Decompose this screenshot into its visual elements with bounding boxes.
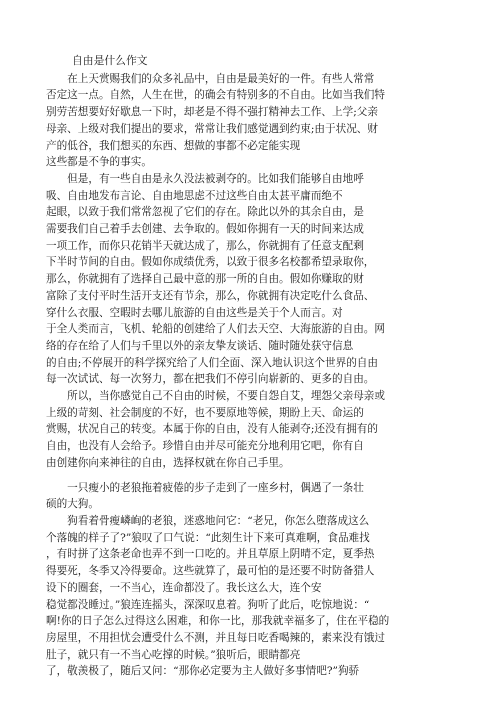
- essay-body: [46, 71, 460, 472]
- story-body: [46, 480, 460, 680]
- text-line: 吸、自由地发布言论、自由地思虑不过这些自由太甚平庸而绝不: [46, 189, 343, 202]
- text-line: 了，敬羡极了，随后又问：“那你必定要为主人做好多事情吧?”狗骄: [46, 665, 360, 678]
- text-line: 啊!你的日子怎么过得这么困难，和你一比，那我就幸福多了，住在平稳的: [46, 615, 390, 628]
- section-gap: [46, 472, 460, 480]
- text-line: ，有时拼了这条老命也弄不到一口吃的。并且草原上阴晴不定，夏季热: [46, 548, 375, 561]
- text-line: 一项工作，而你只花销半天就达成了，那么，你就拥有了任意支配剩: [46, 239, 364, 252]
- text-line: 硕的大狗。: [46, 498, 99, 511]
- text-line: 得要死，冬季又冷得要命。这些就算了，最可怕的是还要不时防备猎人: [46, 565, 375, 578]
- text-line: 上级的苛刻、社会制度的不好，也不要原地等候，期盼上天、命运的: [46, 406, 364, 419]
- text-line: 赏赐，状况自己的转变。本属于你的自由，没有人能剥夺;还没有拥有的: [46, 423, 378, 436]
- text-line: 的自由;不停展开的科学探究给了人们全面、深入地认识这个世界的自由: [46, 356, 378, 369]
- text-line: 每一次试试、每一次努力，都在把我们不停引向崭新的、更多的自由。: [46, 373, 375, 386]
- text-line: 狗看着骨瘦嶙峋的老狼，迷惑地问它：“老兄，你怎么堕落成这么: [46, 514, 370, 527]
- text-line: 这些都是不争的事实。: [46, 156, 152, 169]
- text-line: 需要我们自己着手去创建、去争取的。假如你拥有一天的时间来达成: [46, 223, 364, 236]
- essay-title: 自由是什么作文: [72, 54, 148, 67]
- text-line: 房屋里，不用担忧会遭受什么不测，并且每日吃香喝辣的，素来没有饿过: [46, 631, 385, 644]
- text-line: 起眼，以致于我们常常忽视了它们的存在。除此以外的其余自由，是: [46, 206, 364, 219]
- text-line: 下半时节间的自由。假如你成绩优秀，以致于很多名校都希望录取你，: [46, 256, 375, 269]
- text-line: 在上天赏赐我们的众多礼品中，自由是最美好的一件。有些人常常: [46, 72, 375, 85]
- text-line: 由创建你向来神往的自由，选择权就在你自己手里。: [46, 456, 290, 469]
- text-line: 于全人类而言，飞机、轮船的创建给了人们去天空、大海旅游的自由。网: [46, 323, 385, 336]
- text-line: 穿什么衣服、空暇时去哪儿旅游的自由这些是关于个人而言。对: [46, 306, 343, 319]
- text-line: 但是，有一些自由是永久没法被剥夺的。比如我们能够自由地呼: [46, 172, 364, 185]
- text-line: 别劳苦想要好好歇息一下时，却老是不得不强打精神去工作、上学;父亲: [46, 106, 378, 119]
- text-line: 一只瘦小的老狼拖着疲倦的步子走到了一座乡村，偶遇了一条壮: [46, 481, 364, 494]
- text-line: 产的低谷，我们想买的东西、想做的事都不必定能实现: [46, 139, 301, 152]
- text-line: 络的存在给了人们与千里以外的亲友挚友谈话、随时随处获守信息: [46, 339, 354, 352]
- text-line: 肚子，就只有一不当心吃撑的时候。”狼听后，眼睛都亮: [46, 648, 301, 661]
- text-line: 个落魄的样子了?”狼叹了口气说：“此刻生计下来可真难啊，食品难找: [46, 531, 370, 544]
- text-line: 稳觉都没睡过。”狼连连摇头，深深叹息着。狗听了此后，吃惊地说：“: [46, 598, 370, 611]
- text-line: 富除了支付平时生活开支还有节余，那么，你就拥有决定吃什么食品、: [46, 289, 375, 302]
- text-line: 母亲、上级对我们提出的要求，常常让我们感觉遇到约束;由于状况、财: [46, 122, 378, 135]
- text-line: 所以，当你感觉自己不自由的时候，不要自怨自艾，埋怨父亲母亲或: [46, 390, 385, 403]
- text-line: 否定这一点。自然，人生在世，的确会有特别多的不自由。比如当我们特: [46, 89, 385, 102]
- text-line: 那么，你就拥有了选择自己最中意的那一所的自由。假如你赚取的财: [46, 273, 364, 286]
- text-line: 设下的圈套，一不当心，连命都没了。我长这么大，连个安: [46, 581, 322, 594]
- text-line: 自由，也没有人会给予。珍惜自由并尽可能充分地利用它吧，你有自: [46, 440, 364, 453]
